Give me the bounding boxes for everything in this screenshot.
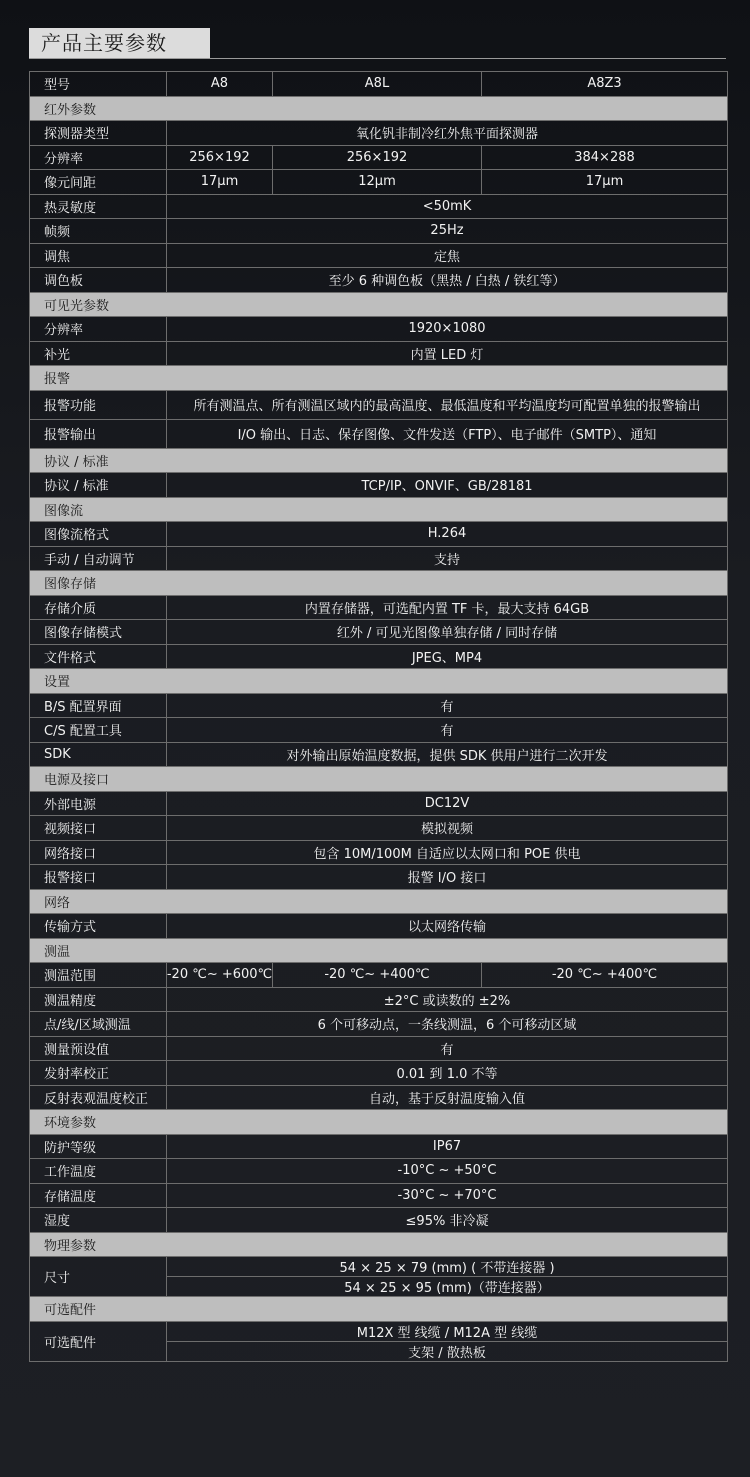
spec-value: 自动，基于反射温度输入值 [368, 1091, 525, 1107]
spec-row [30, 1060, 727, 1085]
spec-value: -20 ℃~ +600℃ [167, 963, 273, 987]
spec-value: 有 [440, 1042, 454, 1058]
section-header: 可选配件 [30, 1296, 727, 1321]
spec-label: 协议 / 标准 [30, 473, 167, 497]
spec-value: 25Hz [430, 223, 464, 239]
spec-value: -10°C ~ +50°C [397, 1163, 497, 1179]
spec-value: 以太网络传输 [407, 920, 486, 936]
spec-label: 分辨率 [30, 146, 167, 170]
spec-label: 调焦 [30, 244, 167, 268]
header-row [30, 71, 727, 96]
header-label: 型号 [30, 72, 167, 96]
spec-row [30, 419, 727, 448]
spec-value: 所有测温点、所有测温区域内的最高温度、最低温度和平均温度均可配置单独的报警输出 [193, 399, 701, 414]
spec-value: 0.01 到 1.0 不等 [396, 1067, 498, 1083]
spec-value: 对外输出原始温度数据，提供 SDK 供用户进行二次开发 [286, 748, 608, 764]
spec-label: 手动 / 自动调节 [30, 547, 167, 571]
title-divider [29, 58, 726, 59]
spec-label: 点/线/区域测温 [30, 1012, 167, 1036]
spec-value: 包含 10M/100M 自适应以太网口和 POE 供电 [313, 846, 581, 862]
spec-label: 探测器类型 [30, 121, 167, 145]
spec-label: C/S 配置工具 [30, 718, 167, 742]
spec-label: 调色板 [30, 268, 167, 292]
spec-value: -30°C ~ +70°C [397, 1187, 497, 1203]
section-header: 测温 [30, 938, 727, 963]
spec-value: DC12V [424, 795, 470, 811]
spec-value: 至少 6 种调色板（黑热 / 白热 / 铁红等） [328, 274, 566, 290]
spec-label: 尺寸 [30, 1257, 167, 1296]
spec-label: 测量预设值 [30, 1037, 167, 1061]
spec-row [30, 1207, 727, 1232]
spec-row [30, 693, 727, 718]
section-header: 网络 [30, 889, 727, 914]
spec-label: 报警功能 [30, 391, 167, 419]
spec-value: I/O 输出、日志、保存图像、文件发送（FTP）、电子邮件（SMTP）、通知 [237, 428, 657, 443]
spec-row [30, 390, 727, 419]
spec-label: 存储温度 [30, 1184, 167, 1208]
spec-row [30, 815, 727, 840]
spec-row [30, 644, 727, 669]
spec-value: -20 ℃~ +400℃ [551, 967, 658, 983]
spec-label: 测温范围 [30, 963, 167, 987]
spec-value: 氧化钒非制冷红外焦平面探测器 [355, 127, 538, 143]
spec-label: 补光 [30, 342, 167, 366]
spec-label: 报警接口 [30, 865, 167, 889]
spec-value: IP67 [432, 1138, 462, 1154]
spec-row [30, 742, 727, 767]
spec-value: 支架 / 散热板 [167, 1341, 727, 1361]
spec-values [167, 1257, 727, 1296]
spec-label: 工作温度 [30, 1159, 167, 1183]
spec-value: 12μm [273, 170, 482, 194]
spec-label: 图像流格式 [30, 522, 167, 546]
spec-value: 红外 / 可见光图像单独存储 / 同时存储 [336, 626, 558, 642]
spec-row [30, 341, 727, 366]
spec-value: M12X 型 线缆 / M12A 型 线缆 [356, 1325, 538, 1341]
spec-value: 有 [440, 724, 454, 740]
spec-label: 传输方式 [30, 914, 167, 938]
spec-value: 54 × 25 × 79 (mm) ( 不带连接器 ) [339, 1261, 555, 1276]
spec-row [30, 316, 727, 341]
spec-value: 17μm [167, 170, 273, 194]
spec-row [30, 521, 727, 546]
spec-value: 内置存储器，可选配内置 TF 卡，最大支持 64GB [304, 601, 590, 617]
section-header: 电源及接口 [30, 766, 727, 791]
section-header: 环境参数 [30, 1109, 727, 1134]
spec-row [30, 546, 727, 571]
spec-label: 网络接口 [30, 841, 167, 865]
spec-value: ±2°C 或读数的 ±2% [383, 993, 511, 1009]
section-header: 物理参数 [30, 1232, 727, 1257]
model-name: A8Z3 [587, 76, 622, 92]
spec-label: 存储介质 [30, 596, 167, 620]
spec-value: -20 ℃~ +400℃ [273, 963, 482, 987]
spec-row [30, 1134, 727, 1159]
section-header: 设置 [30, 668, 727, 693]
spec-row [30, 1085, 727, 1110]
section-header: 报警 [30, 365, 727, 390]
spec-row [30, 194, 727, 219]
spec-value: 17μm [585, 174, 624, 190]
spec-label: 湿度 [30, 1208, 167, 1232]
spec-label: 防护等级 [30, 1135, 167, 1159]
spec-row [30, 169, 727, 194]
spec-label: 文件格式 [30, 645, 167, 669]
spec-label: SDK [30, 743, 167, 767]
spec-value: 定焦 [433, 249, 460, 265]
spec-row [30, 218, 727, 243]
spec-row [30, 1011, 727, 1036]
model-name: A8 [167, 72, 273, 96]
spec-value: 54 × 25 × 95 (mm)（带连接器） [167, 1276, 727, 1296]
spec-row [30, 840, 727, 865]
spec-value: 报警 I/O 接口 [407, 871, 487, 887]
spec-label: 报警输出 [30, 420, 167, 448]
spec-row [30, 120, 727, 145]
spec-label: 发射率校正 [30, 1061, 167, 1085]
spec-value: <50mK [422, 198, 472, 214]
spec-table [29, 71, 728, 1362]
spec-values [167, 1322, 727, 1361]
page-title: 产品主要参数 [29, 28, 210, 58]
spec-label: 外部电源 [30, 792, 167, 816]
spec-row [30, 243, 727, 268]
spec-row [30, 791, 727, 816]
spec-value: 6 个可移动点，一条线测温，6 个可移动区域 [317, 1018, 577, 1034]
spec-row [30, 864, 727, 889]
spec-value: JPEG、MP4 [411, 650, 483, 666]
spec-label: 图像存储模式 [30, 620, 167, 644]
spec-label: 测温精度 [30, 988, 167, 1012]
spec-row [30, 595, 727, 620]
spec-value: 内置 LED 灯 [410, 347, 484, 363]
spec-value: 有 [440, 699, 454, 715]
spec-row [30, 1321, 727, 1361]
spec-row [30, 145, 727, 170]
spec-value: 模拟视频 [420, 822, 473, 838]
spec-label: 像元间距 [30, 170, 167, 194]
spec-label: B/S 配置界面 [30, 694, 167, 718]
spec-label: 分辨率 [30, 317, 167, 341]
spec-row [30, 913, 727, 938]
spec-value: ≤95% 非冷凝 [405, 1214, 489, 1230]
spec-row [30, 1256, 727, 1296]
spec-label: 可选配件 [30, 1322, 167, 1361]
section-header: 可见光参数 [30, 292, 727, 317]
spec-row [30, 472, 727, 497]
spec-row [30, 1183, 727, 1208]
section-header: 图像流 [30, 497, 727, 522]
spec-value: 256×192 [167, 146, 273, 170]
spec-row [30, 1036, 727, 1061]
spec-row [30, 267, 727, 292]
spec-value: 256×192 [273, 146, 482, 170]
spec-label: 热灵敏度 [30, 195, 167, 219]
spec-row [30, 1158, 727, 1183]
section-header: 协议 / 标准 [30, 448, 727, 473]
spec-row [30, 619, 727, 644]
spec-value: 1920×1080 [408, 321, 486, 337]
model-name: A8L [273, 72, 482, 96]
spec-value: TCP/IP、ONVIF、GB/28181 [361, 479, 533, 495]
spec-value: H.264 [427, 526, 467, 542]
spec-value: 支持 [433, 552, 460, 568]
spec-row [30, 962, 727, 987]
spec-row [30, 987, 727, 1012]
section-header: 图像存储 [30, 570, 727, 595]
spec-value: 384×288 [574, 149, 635, 165]
spec-row [30, 717, 727, 742]
spec-label: 视频接口 [30, 816, 167, 840]
section-header: 红外参数 [30, 96, 727, 121]
spec-label: 帧频 [30, 219, 167, 243]
spec-label: 反射表观温度校正 [30, 1086, 167, 1110]
